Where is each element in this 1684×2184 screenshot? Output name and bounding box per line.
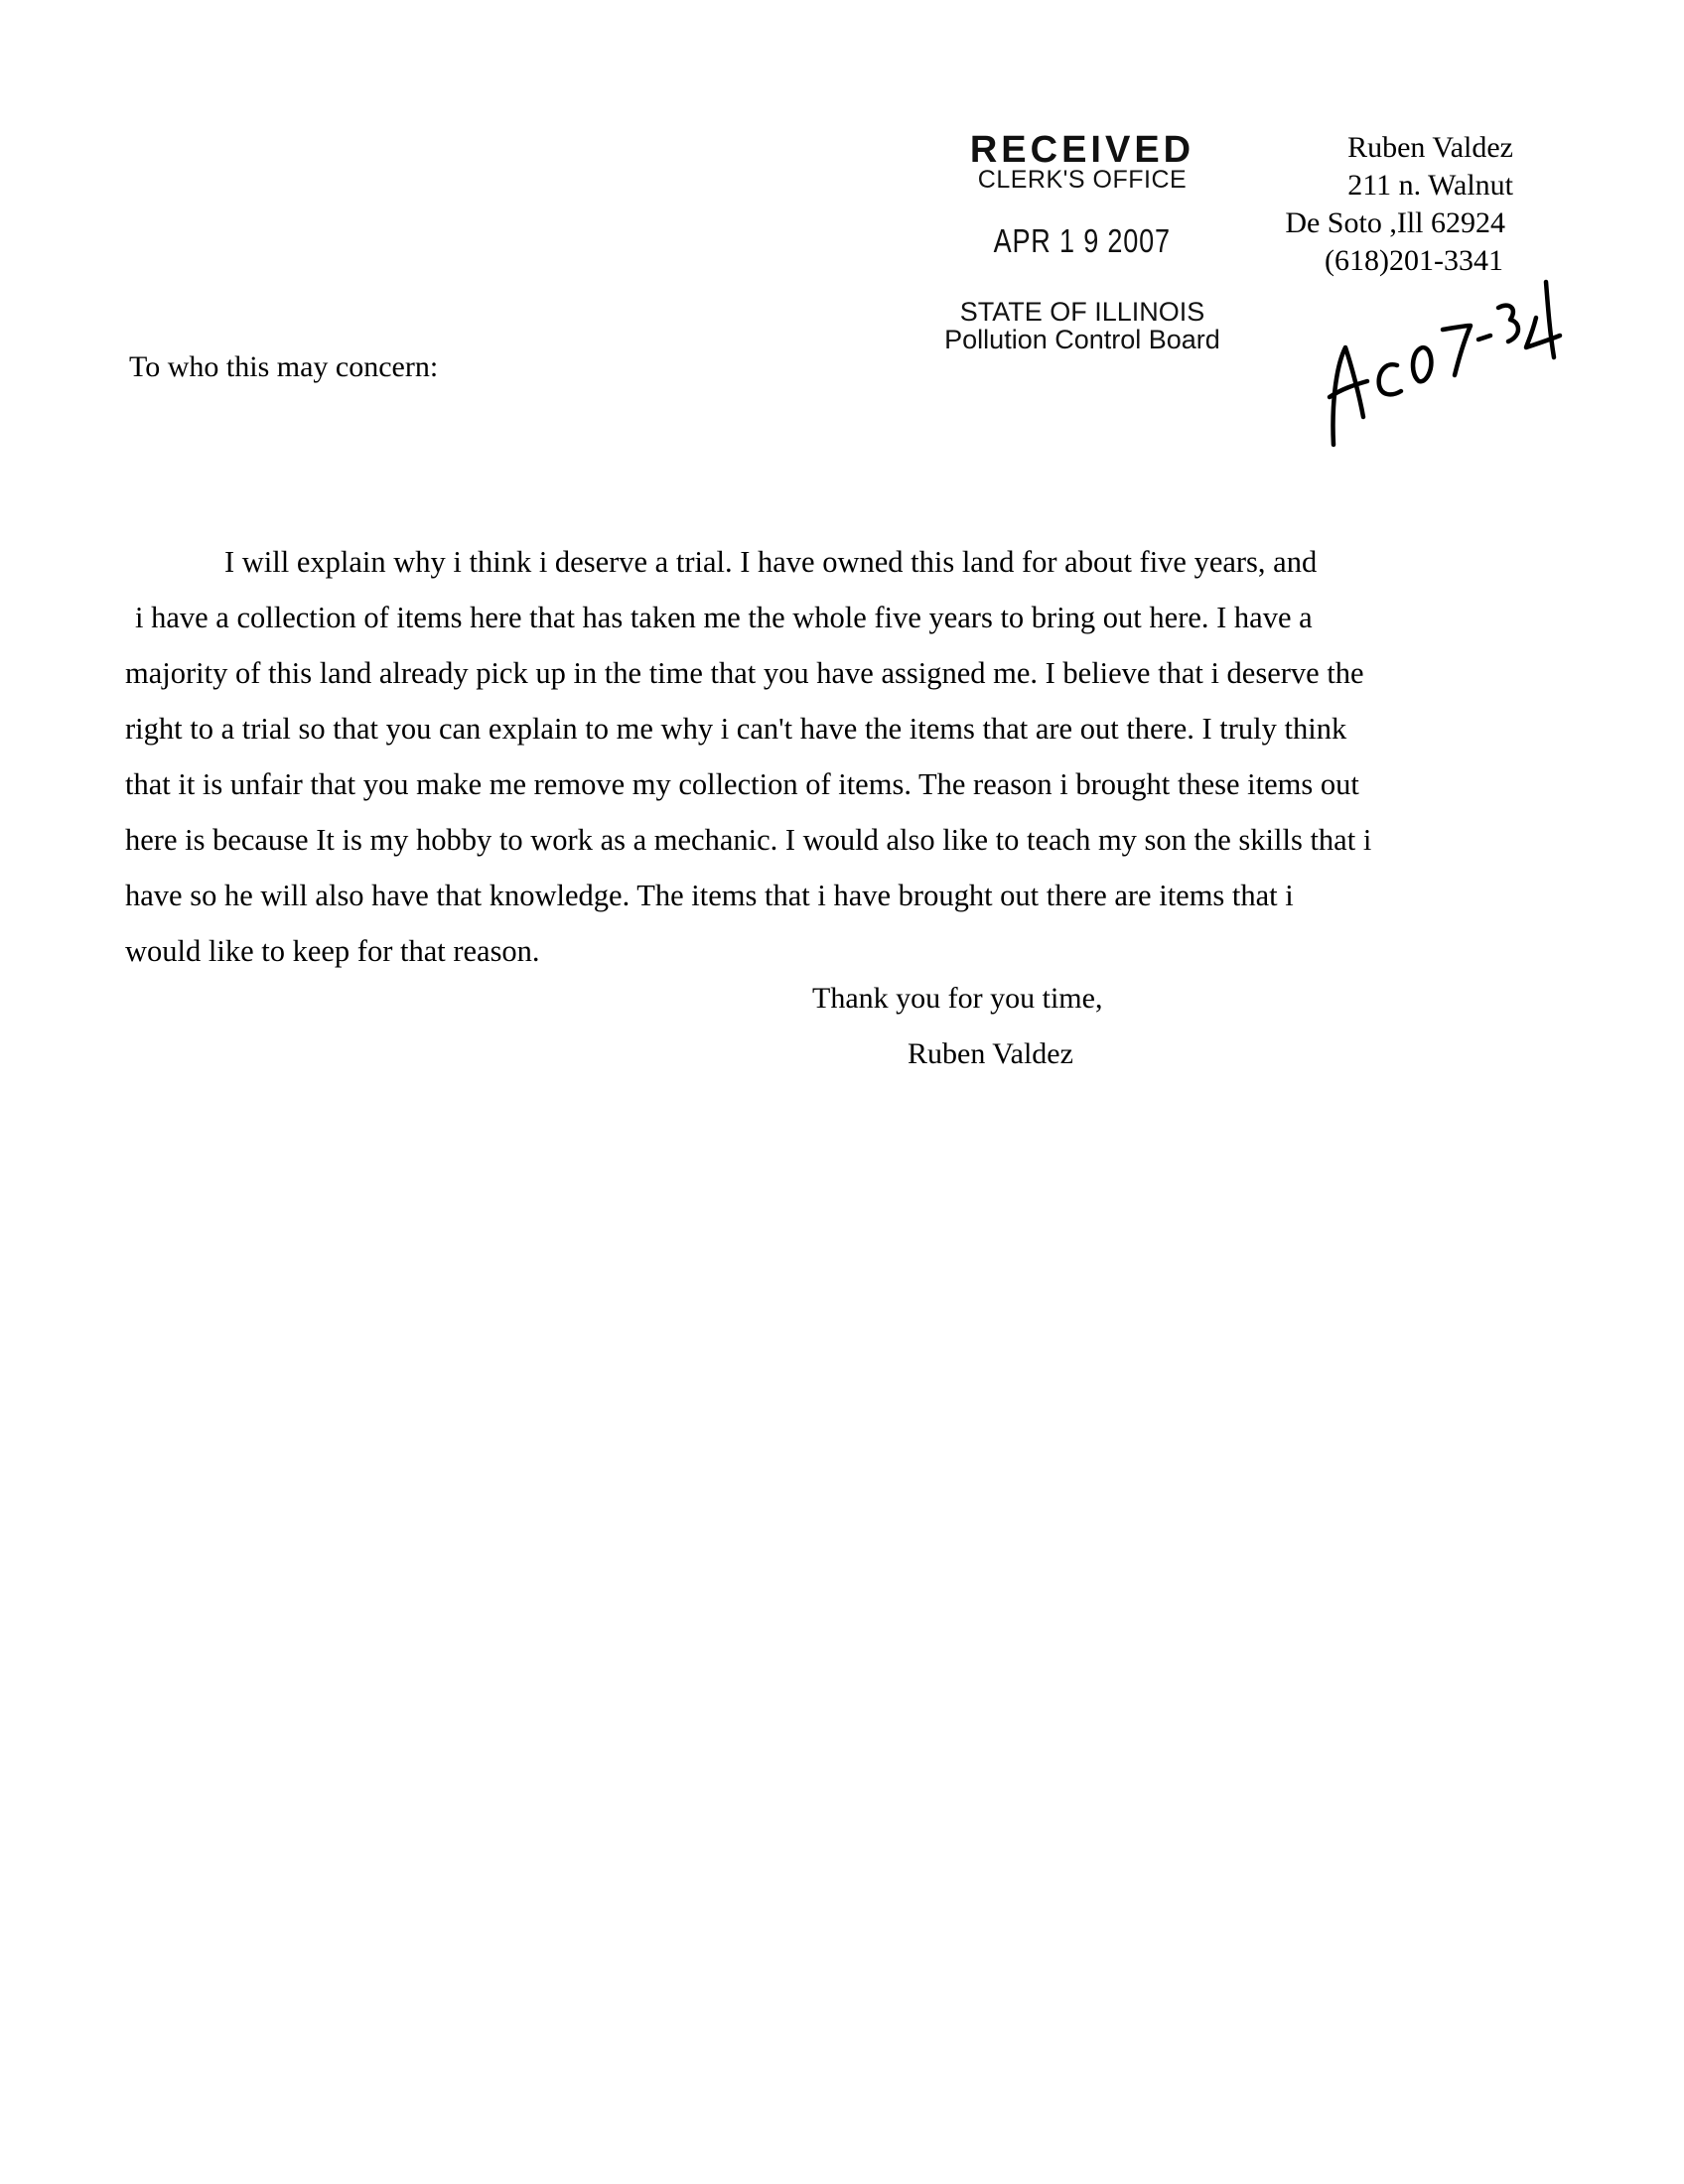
body-line: that it is unfair that you make me remove my collection of items. The reason i brought these items out: [125, 767, 1359, 801]
salutation: To who this may concern:: [129, 350, 439, 383]
body-line: right to a trial so that you can explain to me why i can't have the items that are out there. I truly think: [125, 712, 1347, 746]
handwritten-docket-number: [1316, 278, 1564, 477]
sender-address: [1251, 129, 1519, 280]
closing: Thank you for you time,: [812, 982, 1103, 1015]
stamp-received-label: RECEIVED: [969, 129, 1195, 171]
body-line: majority of this land already pick up in the time that you have assigned me. I believe that i deserve the: [125, 656, 1364, 690]
body-line: i have a collection of items here that has taken me the whole five years to bring out here. I have a: [135, 601, 1313, 634]
letter-body: [125, 534, 1515, 979]
sender-phone: (618)201-3341: [1325, 244, 1503, 277]
stamp-date: APR 1 9 2007: [993, 222, 1172, 259]
sender-name: Ruben Valdez: [1347, 131, 1513, 164]
stamp-state-label: STATE OF ILLINOIS: [959, 297, 1205, 327]
sender-city: De Soto ,Ill 62924: [1285, 206, 1505, 239]
body-line: here is because It is my hobby to work as a mechanic. I would also like to teach my son the skills that i: [125, 823, 1372, 857]
body-line: would like to keep for that reason.: [125, 934, 540, 968]
signature-name: Ruben Valdez: [908, 1037, 1073, 1070]
sender-street: 211 n. Walnut: [1347, 169, 1513, 202]
body-line: I will explain why i think i deserve a trial. I have owned this land for about five years, and: [224, 545, 1318, 579]
received-stamp: [913, 131, 1251, 353]
body-line: have so he will also have that knowledge. The items that i have brought out there are items that i: [125, 879, 1294, 912]
stamp-office-label: CLERK'S OFFICE: [977, 166, 1188, 194]
stamp-board-label: Pollution Control Board: [944, 325, 1220, 354]
